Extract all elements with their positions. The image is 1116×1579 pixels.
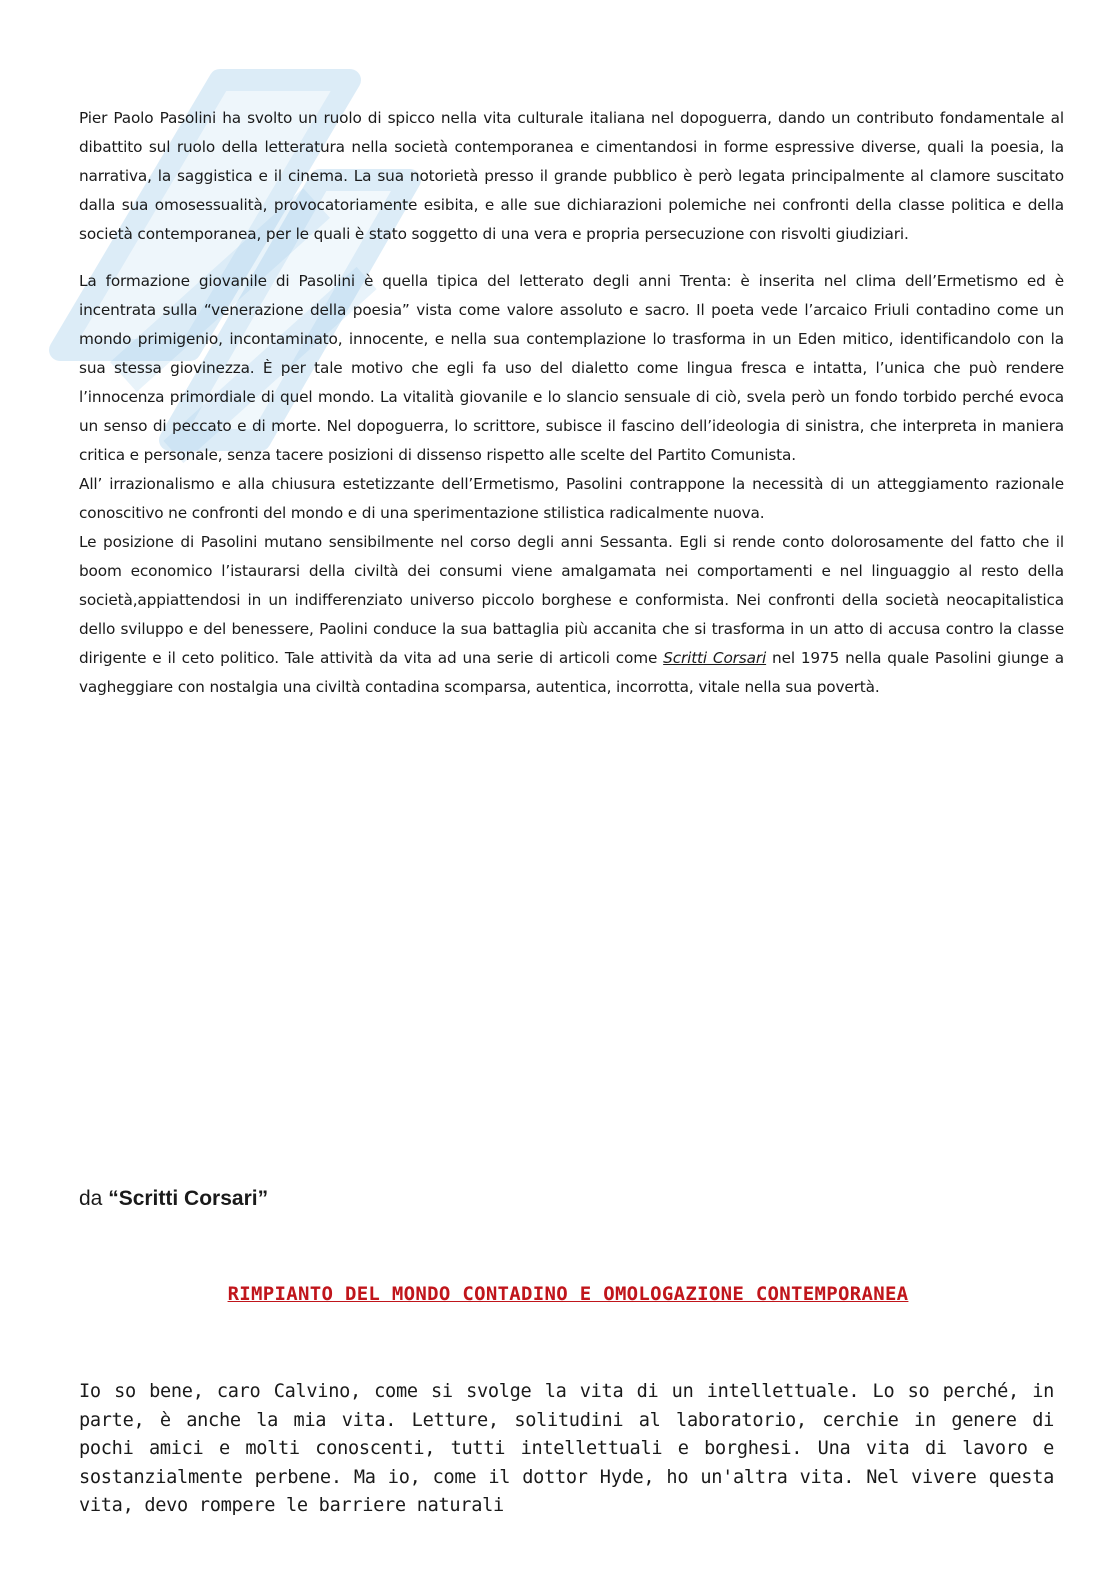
- intro-paragraph-last: [79, 528, 1064, 702]
- work-title-link: Scritti Corsari: [663, 649, 767, 667]
- source-line: [79, 1185, 268, 1213]
- source-title: “Scritti Corsari”: [108, 1187, 269, 1210]
- intro-paragraph: La formazione giovanile di Pasolini è quella tipica del letterato degli anni Trenta: è inserita nel clima dell’Ermetismo ed è incentrata sulla “venerazione della poesia” vista come valore assoluto e sacro. Il poeta vede l’arcaico Friuli contadino come un mondo primigenio, incontaminato, innocente, e nella sua contemplazione lo trasforma in un Eden mitico, identificandolo con la sua stessa giovinezza. È per tale motivo che egli fa uso del dialetto come lingua fresca e intatta, l’unica che può rendere l’innocenza primordiale di quel mondo. La vitalità giovanile e lo slancio sensuale di ciò, svela però un fondo torbido perché evoca un senso di peccato e di morte. Nel dopoguerra, lo scrittore, subisce il fascino dell’ideologia di sinistra, che interpreta in maniera critica e personale, senza tacere posizioni di dissenso rispetto alle scelte del Partito Comunista.: [79, 272, 1064, 464]
- closing-text: nel 1975 nella quale Pasolini giunge a vagheggiare con nostalgia una civiltà contadina scomparsa, autentica, incorrotta, vitale nella sua povertà.: [79, 649, 1065, 696]
- source-prefix: da: [79, 1187, 109, 1210]
- intro-text: [79, 104, 1064, 702]
- intro-paragraph: Pier Paolo Pasolini ha svolto un ruolo di spicco nella vita culturale italiana nel dopoguerra, dando un contributo fondamentale al dibattito sul ruolo della letteratura nella società contemporanea e cimentandosi in forme espressive diverse, quali la poesia, la narrativa, la saggistica e il cinema. La sua notorietà presso il grande pubblico è però legata principalmente al clamore suscitato dalla sua omosessualità, provocatoriamente esibita, e alle sue dichiarazioni polemiche nei confronti della classe politica e della società contemporanea, per le quali è stato soggetto di una vera e propria persecuzione con risvolti giudiziari.: [79, 109, 1064, 243]
- section-title: RIMPIANTO DEL MONDO CONTADINO E OMOLOGAZIONE CONTEMPORANEA: [227, 1283, 909, 1305]
- intro-paragraph: All’ irrazionalismo e alla chiusura estetizzante dell’Ermetismo, Pasolini contrappone la necessità di un atteggiamento razionale conoscitivo ne confronti del mondo e di una sperimentazione stilistica radicalmente nuova.: [79, 475, 1064, 522]
- intro-paragraph-text: Le posizione di Pasolini mutano sensibilmente nel corso degli anni Sessanta. Egli si rende conto dolorosamente del fatto che il boom economico l’istaurarsi della civiltà dei consumi viene amalgamata nei comportamenti e nel linguaggio al resto della società,appiattendosi in un indifferenziato universo piccolo borghese e conformista. Nei confronti della società neocapitalistica dello sviluppo e del benessere, Paolini conduce la sua battaglia più accanita che si trasforma in un atto di accusa contro la classe dirigente e il ceto politico. Tale attività da vita ad una serie di articoli come: [79, 533, 1064, 667]
- letter-excerpt: Io so bene, caro Calvino, come si svolge la vita di un intellettuale. Lo so perché, in parte, è anche la mia vita. Letture, solitudini al laboratorio, cerchie in genere di pochi amici e molti conoscenti, tutti intellettuali e borghesi. Una vita di lavoro e sostanzialmente perbene. Ma io, come il dottor Hyde, ho un'altra vita. Nel vivere questa vita, devo rompere le barriere naturali: [79, 1381, 1054, 1516]
